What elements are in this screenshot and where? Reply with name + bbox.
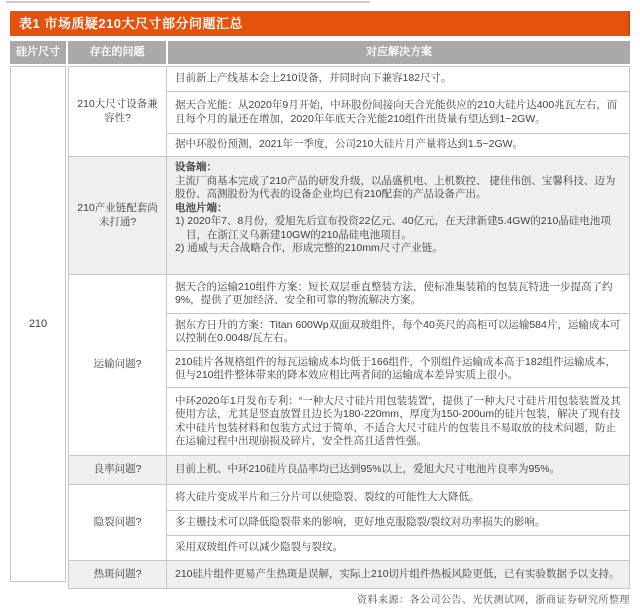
- problem-cell: 210大尺寸设备兼容性?: [69, 67, 167, 156]
- column-header-problem: 存在的问题: [68, 41, 166, 64]
- solution-line: 电池片端：: [175, 201, 228, 214]
- solution-list: [167, 456, 629, 484]
- problem-cell: 运输问题?: [69, 275, 167, 455]
- table-row-group-microcrack: [69, 484, 629, 560]
- solution-line: 设备端：: [175, 161, 217, 173]
- solution-cell: 目前新上产线基本会上210设备，并同时向下兼容182尺寸。: [175, 72, 452, 85]
- table-body: [68, 66, 630, 589]
- solution-list: [167, 561, 629, 588]
- table-row-group-transport: [69, 274, 629, 455]
- solution-cell: [167, 157, 629, 274]
- solution-cell: 据中环股份预测，2021年一季度，公司210大硅片月产量将达到1.5~2GW。: [167, 133, 629, 156]
- solution-cell: 210硅片组件更易产生热斑是误解，实际上210切片组件热板风险更低，已有实验数据予以支持。: [175, 567, 620, 580]
- solution-list: [167, 157, 629, 274]
- table-row-group-yield: [69, 455, 629, 484]
- table-row-group-supply-chain: [69, 156, 629, 274]
- problem-cell: 210产业链配套尚未打通?: [69, 157, 167, 274]
- solution-cell: 据天合的运输210组件方案：短长双层垂直整装方法，使标准集装箱的包装瓦特进一步提高了约9%，提供了更加经济、安全和可靠的物流解决方案。: [175, 280, 613, 306]
- table-row-group-hotspot: [69, 560, 629, 588]
- problem-cell: 良率问题?: [69, 456, 167, 484]
- problem-cell: 隐裂问题?: [69, 485, 167, 560]
- solution-cell: 采用双玻组件可以减少隐裂与裂纹。: [167, 535, 629, 560]
- solution-line: 1) 2020年7、8月份，爱旭先后宣布投资22亿元、40亿元，在天津新建5.4GW的210晶硅电池项目，在浙江义乌新建10GW的210晶硅电池项目。: [175, 215, 611, 241]
- top-divider: [6, 1, 370, 3]
- data-source-note: 资料来源：各公司公告、光伏测试网，浙商证券研究所整理: [357, 595, 630, 606]
- solution-cell: 中环2020年1月发布专利：“一种大尺寸硅片用包装装置”，提供了一种大尺寸硅片用包装装置及其使用方法，尤其是竖直放置且边长为180-220mm、厚度为150-200um的硅片包装，解决了现有技术中硅片包装材料和包装方式过于简单，不适合大尺寸硅片的包装且不易取放的技术问题，防止在运输过程中出现崩损及碎片，安全性高且适普性强。: [167, 387, 629, 455]
- table-title: 表1 市场质疑210大尺寸部分问题汇总: [10, 11, 630, 36]
- table-row-group-compatibility: [69, 67, 629, 156]
- column-header-wafer-size: 硅片尺寸: [10, 41, 66, 64]
- solution-cell: 据天合光能：从2020年9月开始，中环股份间接向天合光能供应的210大硅片达400兆瓦左右，而且每个月的量还在增加，2020年年底天合光能210组件出货量有望达到1~2GW。: [167, 91, 629, 133]
- problem-cell: 热斑问题?: [69, 561, 167, 588]
- solution-line: 主流厂商基本完成了210产品的研发升级，以晶盛机电、上机数控、 捷佳伟创、宝馨科技、迈为股份、高测股份为代表的设备企业均已有210配套的产品设备产出。: [175, 174, 616, 200]
- column-header-solution: 对应解决方案: [168, 41, 630, 64]
- solution-cell: 目前上机、中环210硅片良品率均已达到95%以上，爱旭大尺寸电池片良率为95%。: [175, 463, 561, 476]
- solution-list: [167, 67, 629, 156]
- solution-line: 2) 通威与天合战略合作，形成完整的210mm尺寸产业链。: [175, 242, 443, 254]
- solution-cell: 据东方日升的方案：Titan 600Wp双面双玻组件，每个40英尺的高柜可以运输584片，运输成本可以控制在0.0048/瓦左右。: [167, 313, 629, 350]
- solution-cell: 210硅片各规格组件的每瓦运输成本均低于166组件，个别组件运输成本高于182组件运输成本，但与210组件整体带来的降本效应相比两者间的运输成本差异实质上很小。: [167, 350, 629, 387]
- solution-cell: 多主栅技术可以降低隐裂带来的影响，更好地克服隐裂/裂纹对功率损失的影响。: [167, 510, 629, 535]
- solution-cell: 将大硅片变成半片和三分片可以使隐裂、裂纹的可能性大大降低。: [175, 490, 480, 503]
- solution-list: [167, 485, 629, 560]
- solution-list: [167, 275, 629, 455]
- wafer-size-cell: 210: [10, 66, 66, 582]
